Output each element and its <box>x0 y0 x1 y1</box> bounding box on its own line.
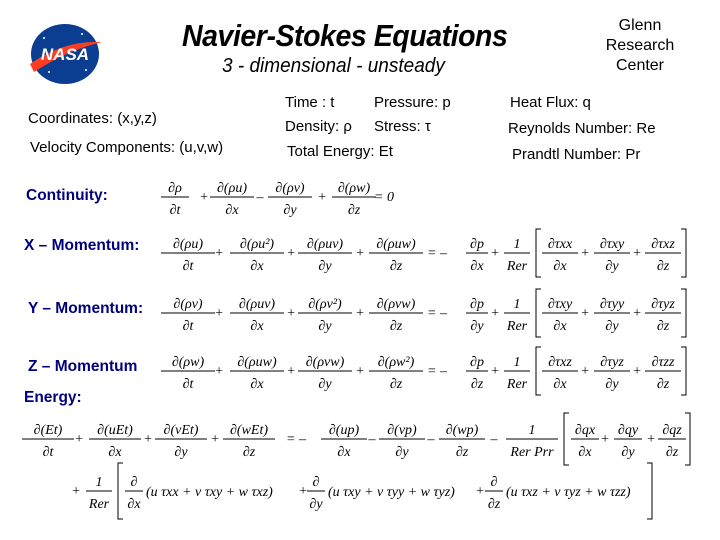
math-operator: + <box>355 364 365 379</box>
fraction-numerator: ∂τyz <box>651 297 675 312</box>
fraction-denominator: ∂x <box>225 203 239 218</box>
fraction-denominator: ∂t <box>182 319 194 334</box>
fraction-denominator: ∂z <box>455 445 469 460</box>
fraction-numerator: ∂(ρu²) <box>239 237 275 252</box>
fraction-numerator: ∂qz <box>662 423 682 438</box>
fraction-denominator: ∂y <box>174 445 188 460</box>
fraction-denominator: ∂z <box>389 319 403 334</box>
fraction-numerator: ∂τxy <box>547 297 573 312</box>
fraction-numerator: ∂ <box>130 475 138 490</box>
math-operator: + <box>632 306 642 321</box>
fraction-denominator: ∂y <box>605 259 619 274</box>
fraction-numerator: ∂(ρvw) <box>305 355 345 370</box>
energy-label: Energy: <box>24 389 82 406</box>
total-energy-label: Total Energy: Et <box>287 143 393 160</box>
math-operator: = – <box>427 364 447 379</box>
fraction-denominator: ∂z <box>347 203 361 218</box>
fraction-denominator: ∂y <box>318 259 332 274</box>
fraction-denominator: ∂z <box>389 377 403 392</box>
math-operator: = – <box>427 306 447 321</box>
fraction-denominator: ∂y <box>470 319 484 334</box>
right-bracket <box>681 289 686 337</box>
fraction-denominator: Rer <box>506 259 528 274</box>
density-label: Density: ρ <box>285 118 352 135</box>
math-operator: + <box>632 246 642 261</box>
z-momentum-label: Z – Momentum <box>28 358 138 375</box>
fraction-denominator: ∂z <box>242 445 256 460</box>
fraction-numerator: ∂(ρv²) <box>308 297 342 312</box>
math-operator: + <box>355 246 365 261</box>
continuity-rhs: = 0 <box>374 190 394 205</box>
left-bracket <box>536 229 541 277</box>
fraction-denominator: ∂z <box>665 445 679 460</box>
fraction-numerator: ∂(ρvw) <box>376 297 416 312</box>
math-operator: – <box>256 190 264 205</box>
fraction-numerator: ∂(wEt) <box>229 423 269 438</box>
math-operator: + <box>74 432 84 447</box>
fraction-numerator: ∂(wp) <box>445 423 479 438</box>
fraction-numerator: ∂qy <box>617 423 639 438</box>
center-line-3: Center <box>615 57 665 74</box>
continuity-label: Continuity: <box>26 187 108 204</box>
fraction-denominator: ∂x <box>250 319 264 334</box>
fraction-denominator: ∂x <box>553 319 567 334</box>
fraction-denominator: ∂t <box>169 203 181 218</box>
fraction-denominator: ∂z <box>389 259 403 274</box>
fraction-numerator: ∂τyy <box>599 297 625 312</box>
math-operator: + <box>600 432 610 447</box>
fraction-denominator: ∂z <box>470 377 484 392</box>
fraction-numerator: ∂(ρuw) <box>376 237 416 252</box>
left-bracket <box>118 463 123 519</box>
fraction-denominator: Rer Prr <box>510 445 554 460</box>
fraction-numerator: 1 <box>528 423 536 438</box>
fraction-numerator: ∂(vEt) <box>163 423 199 438</box>
fraction-denominator: ∂y <box>605 377 619 392</box>
fraction-numerator: ∂(ρu) <box>173 237 203 252</box>
energy-stress-work-x: (u τxx + v τxy + w τxz) <box>146 485 273 500</box>
fraction-denominator: ∂x <box>553 259 567 274</box>
math-operator: + <box>71 484 81 499</box>
math-operator: – <box>490 432 498 447</box>
right-bracket <box>647 463 652 519</box>
math-operator: + <box>143 432 153 447</box>
nasa-logo-text: NASA <box>40 45 90 64</box>
fraction-denominator: ∂x <box>553 377 567 392</box>
coordinates-label: Coordinates: (x,y,z) <box>28 110 157 127</box>
math-operator: + <box>214 306 224 321</box>
fraction-numerator: ∂ρ <box>168 181 182 196</box>
y-momentum-label: Y – Momentum: <box>28 300 144 317</box>
reynolds-label: Reynolds Number: Re <box>508 120 656 137</box>
energy-stress-work-z: (u τxz + v τyz + w τzz) <box>506 485 631 500</box>
fraction-numerator: ∂ <box>490 475 498 490</box>
math-operator: + <box>355 306 365 321</box>
time-label: Time : t <box>285 94 335 111</box>
math-operator: + <box>317 190 327 205</box>
fraction-denominator: ∂z <box>656 377 670 392</box>
fraction-denominator: ∂y <box>309 497 323 512</box>
fraction-numerator: ∂τxx <box>547 237 573 252</box>
left-bracket <box>536 289 541 337</box>
fraction-numerator: ∂(ρv) <box>173 297 203 312</box>
page-title: Navier-Stokes Equations <box>182 18 508 53</box>
fraction-numerator: ∂τxz <box>548 355 572 370</box>
right-bracket <box>681 347 686 395</box>
fraction-numerator: ∂p <box>470 355 484 370</box>
fraction-denominator: ∂x <box>127 497 141 512</box>
fraction-numerator: ∂τxy <box>599 237 625 252</box>
left-bracket <box>564 413 569 465</box>
math-operator: + <box>286 246 296 261</box>
math-operator: = – <box>286 432 306 447</box>
fraction-denominator: ∂x <box>108 445 122 460</box>
fraction-denominator: ∂y <box>318 319 332 334</box>
energy-stress-work-y: (u τxy + v τyy + w τyz) <box>328 485 455 500</box>
fraction-numerator: ∂(ρu) <box>217 181 247 196</box>
fraction-denominator: ∂x <box>250 259 264 274</box>
fraction-denominator: ∂y <box>318 377 332 392</box>
fraction-numerator: ∂τzz <box>651 355 675 370</box>
math-operator: + <box>580 306 590 321</box>
right-bracket <box>681 229 686 277</box>
center-line-2: Research <box>605 37 675 54</box>
math-operator: + <box>632 364 642 379</box>
fraction-denominator: ∂t <box>182 377 194 392</box>
fraction-numerator: ∂(vp) <box>387 423 417 438</box>
heat-flux-label: Heat Flux: q <box>510 94 591 111</box>
fraction-numerator: ∂(ρuv) <box>238 297 276 312</box>
fraction-denominator: ∂z <box>656 319 670 334</box>
fraction-numerator: ∂qx <box>574 423 596 438</box>
math-operator: + <box>490 246 500 261</box>
page-subtitle: 3 - dimensional - unsteady <box>222 55 445 77</box>
fraction-numerator: ∂τyz <box>600 355 624 370</box>
fraction-numerator: 1 <box>513 297 521 312</box>
fraction-numerator: ∂ <box>312 475 320 490</box>
fraction-numerator: ∂(ρw) <box>337 181 371 196</box>
fraction-numerator: ∂(ρv) <box>275 181 305 196</box>
math-operator: + <box>298 484 308 499</box>
fraction-denominator: ∂z <box>656 259 670 274</box>
fraction-numerator: ∂(ρw) <box>171 355 205 370</box>
fraction-denominator: ∂y <box>605 319 619 334</box>
math-operator: + <box>286 364 296 379</box>
math-operator: + <box>210 432 220 447</box>
math-operator: + <box>490 306 500 321</box>
math-operator: + <box>286 306 296 321</box>
math-operator: + <box>646 432 656 447</box>
center-line-1: Glenn <box>618 17 662 34</box>
math-operator: + <box>580 364 590 379</box>
fraction-numerator: ∂(ρw²) <box>377 355 415 370</box>
fraction-denominator: Rer <box>88 497 110 512</box>
fraction-denominator: ∂x <box>578 445 592 460</box>
fraction-denominator: ∂y <box>621 445 635 460</box>
fraction-numerator: ∂(uEt) <box>97 423 133 438</box>
math-operator: – <box>368 432 376 447</box>
math-operator: = – <box>427 246 447 261</box>
prandtl-label: Prandtl Number: Pr <box>512 146 641 163</box>
stress-label: Stress: τ <box>374 118 431 135</box>
math-operator: + <box>475 484 485 499</box>
fraction-numerator: 1 <box>95 475 103 490</box>
fraction-denominator: ∂x <box>337 445 351 460</box>
fraction-denominator: ∂y <box>283 203 297 218</box>
fraction-numerator: 1 <box>513 355 521 370</box>
math-operator: + <box>199 190 209 205</box>
fraction-numerator: ∂τxz <box>651 237 675 252</box>
fraction-denominator: ∂t <box>182 259 194 274</box>
fraction-denominator: ∂x <box>250 377 264 392</box>
fraction-denominator: ∂t <box>42 445 54 460</box>
fraction-numerator: 1 <box>513 237 521 252</box>
math-operator: + <box>214 364 224 379</box>
math-operator: + <box>214 246 224 261</box>
fraction-numerator: ∂(ρuv) <box>306 237 344 252</box>
left-bracket <box>536 347 541 395</box>
fraction-denominator: ∂y <box>395 445 409 460</box>
fraction-denominator: Rer <box>506 319 528 334</box>
pressure-label: Pressure: p <box>374 94 451 111</box>
fraction-denominator: ∂x <box>470 259 484 274</box>
fraction-numerator: ∂p <box>470 237 484 252</box>
fraction-denominator: Rer <box>506 377 528 392</box>
math-operator: + <box>490 364 500 379</box>
x-momentum-label: X – Momentum: <box>24 237 140 254</box>
fraction-numerator: ∂(ρuw) <box>237 355 277 370</box>
fraction-denominator: ∂z <box>487 497 501 512</box>
fraction-numerator: ∂(up) <box>328 423 360 438</box>
math-operator: – <box>427 432 435 447</box>
velocity-label: Velocity Components: (u,v,w) <box>30 139 224 156</box>
fraction-numerator: ∂p <box>470 297 484 312</box>
math-operator: + <box>580 246 590 261</box>
fraction-numerator: ∂(Et) <box>33 423 63 438</box>
